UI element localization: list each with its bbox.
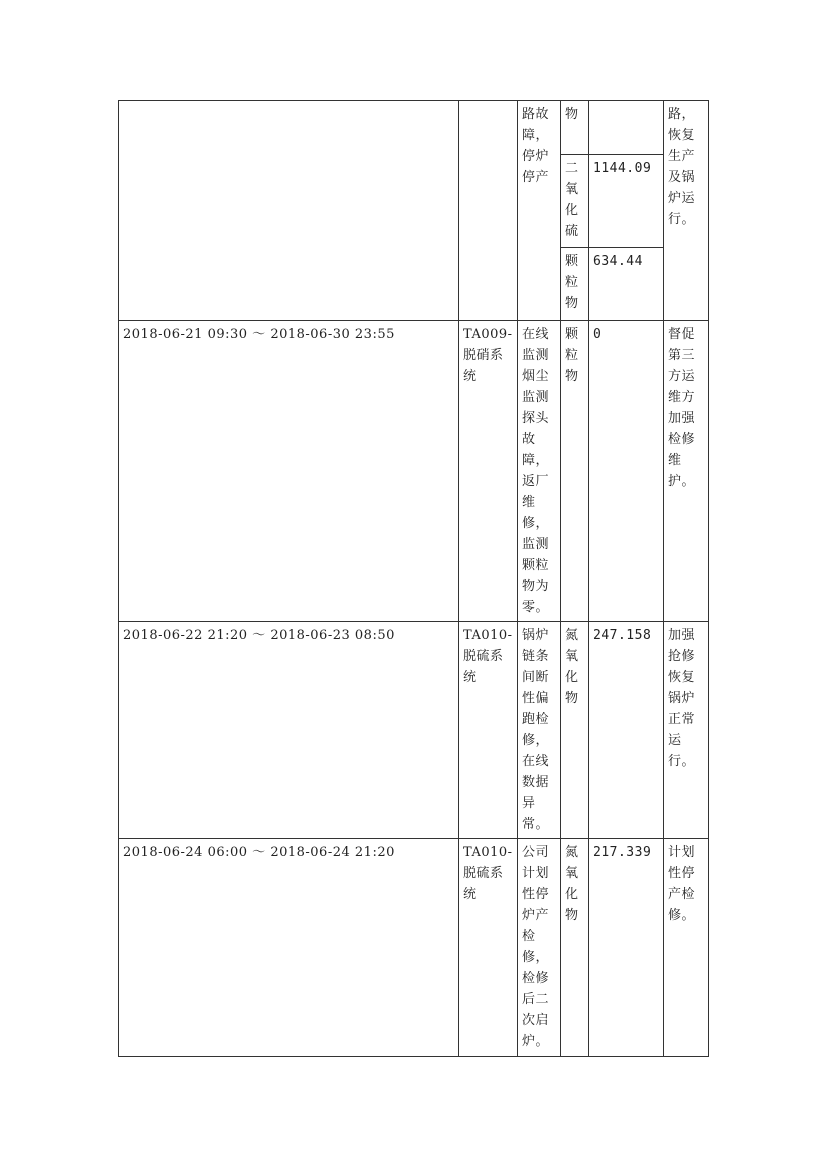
reason-cell: 路故障，停炉停产 [518,101,561,321]
value-cell [589,101,664,155]
table-row [119,839,709,1057]
pollutant-cell: 物 [561,101,589,155]
measure-cell: 督促第三方运维方加强检修维护。 [664,321,709,622]
measure-cell: 加强抢修恢复锅炉正常运行。 [664,622,709,839]
table-row [119,622,709,839]
pollutant-cell: 颗粒物 [561,248,589,321]
measure-cell: 计划性停产检修。 [664,839,709,1057]
pollutant-cell: 氮氧化物 [561,839,589,1057]
pollutant-cell: 二氧化硫 [561,155,589,248]
value-cell: 634.44 [589,248,664,321]
value-cell: 0 [589,321,664,622]
time-cell: 2018-06-22 21:20 ～ 2018-06-23 08:50 [119,622,459,839]
time-cell: 2018-06-24 06:00 ～ 2018-06-24 21:20 [119,839,459,1057]
value-cell: 247.158 [589,622,664,839]
reason-cell: 公司计划性停炉产检修，检修后二次启炉。 [518,839,561,1057]
pollutant-cell: 颗粒物 [561,321,589,622]
table-row [119,321,709,622]
time-cell: 2018-06-21 09:30 ～ 2018-06-30 23:55 [119,321,459,622]
time-cell [119,101,459,321]
reason-cell: 在线监测烟尘监测探头故障，返厂维修，监测颗粒物为零。 [518,321,561,622]
emission-record-table [118,100,709,1057]
source-cell: TA009-脱硝系统 [459,321,518,622]
value-cell: 1144.09 [589,155,664,248]
source-cell [459,101,518,321]
pollutant-cell: 氮氧化物 [561,622,589,839]
reason-cell: 锅炉链条间断性偏跑检修，在线数据异常。 [518,622,561,839]
source-cell: TA010-脱硫系统 [459,839,518,1057]
value-cell: 217.339 [589,839,664,1057]
source-cell: TA010-脱硫系统 [459,622,518,839]
measure-cell: 路，恢复生产及锅炉运行。 [664,101,709,321]
table-row [119,101,709,155]
